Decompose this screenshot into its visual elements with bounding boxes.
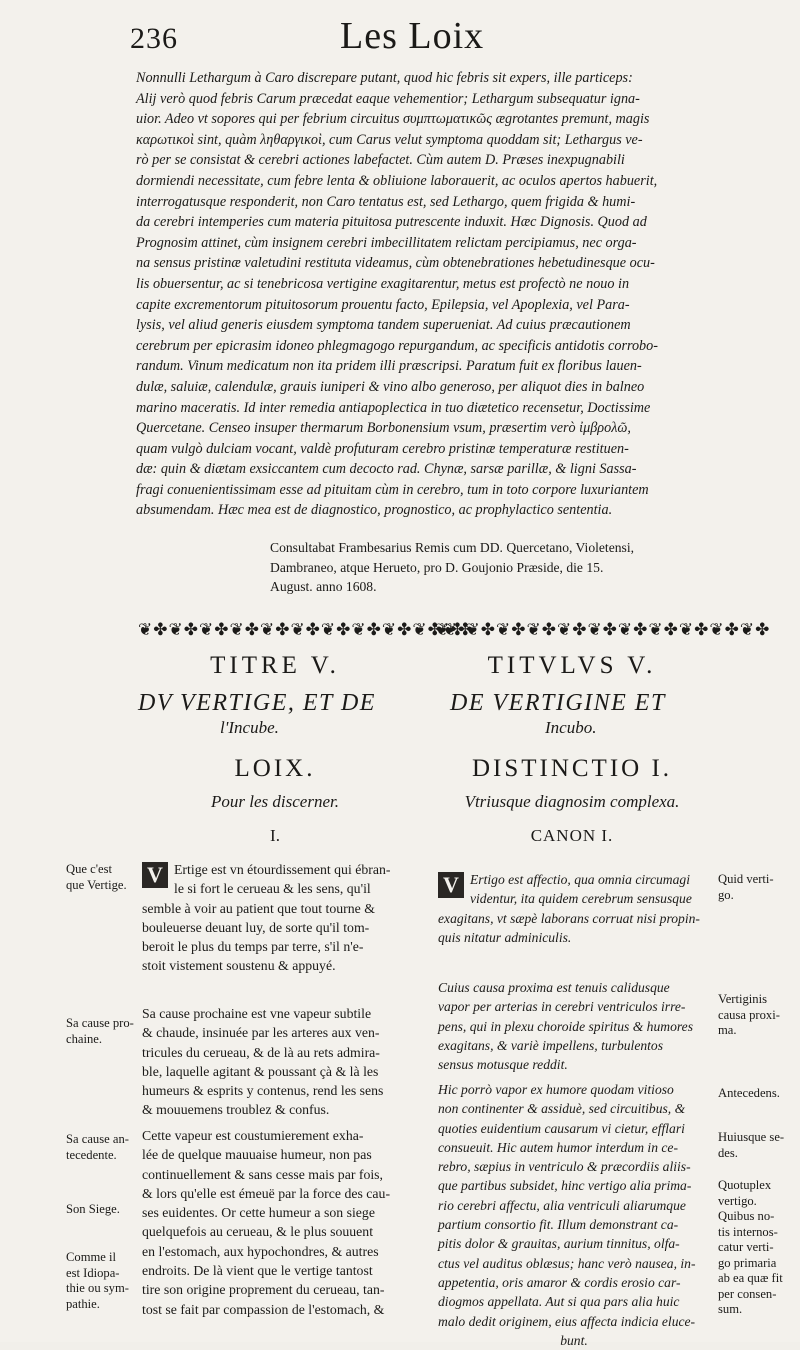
loix-heading: LOIX. [234, 755, 316, 782]
french-paragraph-2 [142, 1004, 414, 1120]
text-line: Cette vapeur est coustumierement exha- [142, 1128, 364, 1143]
drop-cap: V [438, 872, 464, 898]
text-line: tire son origine proprement du cerueau, tan- [142, 1282, 385, 1298]
left-margin-note [66, 1202, 138, 1218]
running-title: Les Loix [340, 15, 485, 57]
text-line: Quercetane. Censeo insuper thermarum Borbonensium vsum, præsertim verò ἰμβρολῶ, [136, 420, 631, 437]
colophon-line: Consultabat Frambesarius Remis cum DD. Quercetano, Violetensi, [270, 540, 635, 555]
text-line: Sa cause prochaine est vne vapeur subtile [142, 1006, 372, 1021]
colophon-line: Dambraneo, atque Herueto, pro D. Goujonio Præside, die 15. [270, 559, 604, 575]
french-section-subtitle: Pour les discerner. [211, 792, 339, 811]
text-line: le si fort le cerueau & les sens, qu'il [174, 881, 371, 897]
page-number: 236 [130, 22, 178, 55]
latin-consultation-text [136, 68, 708, 521]
text-line: na sensus pristinæ valetudini restituta videamus, cùm obtenebrationes hebetudinesque ocu- [136, 255, 655, 272]
right-margin-note [718, 1130, 798, 1161]
text-line: fragi conuenientissimam esse ad pituitam cùm in cerebro, tum in toto corpore luxuriantem [136, 481, 649, 498]
text-line: randum. Vinum medicatum non ita pridem illi præscripsi. Paratum fuit ex floribus lauen- [136, 358, 642, 375]
text-line: sensus motusque reddit. [438, 1057, 568, 1073]
text-line: ses euidentes. Or cette humeur a son siege [142, 1205, 375, 1221]
text-line: quelquefois au cerueau, & le plus souuent [142, 1224, 374, 1240]
text-line: Prognosim attinet, cùm insignem cerebri imbecillitatem relictam percipiamus, nec orga- [136, 234, 637, 251]
text-line: malo dedit originem, eius affecta indicia eluce- [438, 1313, 696, 1329]
margin-line: tis internos- [718, 1224, 778, 1239]
text-line: marino maceratis. Id inter remedia antiapoplectica in tuo diætetico recensetur, Doctissime [136, 399, 651, 416]
french-title: TITRE V. [210, 652, 340, 679]
text-line: & lors qu'elle est émeuë par la force des cau- [142, 1185, 391, 1201]
margin-line: tecedente. [66, 1147, 117, 1162]
margin-line: Son Siege. [66, 1202, 120, 1216]
latin-subtitle-cont: Incubo. [545, 718, 597, 737]
text-line: lis obuersentur, ac si tenebricosa vertigine exagitarentur, metus est profectò ne nouo in [136, 275, 630, 292]
text-line: non continenter & assiduè, sed circuitibus, & [438, 1101, 686, 1117]
text-line: quam vulgò dulciam vocant, valdè profuturam cerebro pristinæ temperaturæ restituen- [136, 440, 629, 457]
text-line: appetentia, oris amaror & cordis erosio car- [438, 1274, 681, 1290]
text-line: exagitans, vt sæpè laborans corruat nisi propin- [438, 910, 700, 926]
text-line: bunt. [560, 1332, 588, 1348]
margin-line: Que c'est [66, 862, 112, 876]
french-subtitle: DV VERTIGE, ET DE [138, 690, 376, 716]
margin-line: per consen- [718, 1286, 777, 1301]
text-line: beroit le plus du temps par terre, s'il n'e- [142, 939, 364, 955]
text-line: tost se fait par compassion de l'estomach, & [142, 1301, 385, 1317]
margin-line: Quotuplex [718, 1178, 772, 1192]
latin-paragraph-2 [438, 978, 710, 1074]
text-line: Cuius causa proxima est tenuis calidusque [438, 980, 670, 995]
margin-line: Antecedens. [718, 1086, 780, 1100]
text-line: cerebrum per epicrasim idoneo phlegmagogo repurgandum, ac specificis antidotis corrobo- [136, 337, 658, 354]
margin-line: causa proxi- [718, 1007, 780, 1022]
margin-line: Sa cause an- [66, 1132, 129, 1146]
margin-line: go. [718, 887, 734, 902]
margin-line: vertigo. [718, 1193, 757, 1208]
left-margin-note [66, 1132, 138, 1163]
ornament-band-right: ❦✤❦✤❦✤❦✤❦✤❦✤❦✤❦✤❦✤❦✤❦✤ [435, 620, 771, 639]
text-line: capite excrementorum pituitosorum prouentu facto, Epilepsia, vel Apoplexia, vel Para- [136, 296, 630, 313]
text-line: tricules du cerueau, & de là au rets admira- [142, 1044, 380, 1060]
text-line: Nonnulli Lethargum à Caro discrepare putant, quod hic febris sit expers, ille particeps: [136, 70, 633, 86]
margin-line: pathie. [66, 1296, 100, 1311]
text-line: partium consortio fit. Illum demonstrant ca- [438, 1217, 679, 1233]
text-line: que partibus subsidet, hinc vertigo alia prima- [438, 1178, 692, 1194]
text-line: dormiendi necessitate, cum febre lenta & obliuione laborauerit, ac oculos apertos habuerit, [136, 172, 658, 189]
text-line: & chaude, insinuée par les arteres aux ven- [142, 1025, 380, 1041]
latin-subtitle: DE VERTIGINE ET [450, 690, 666, 716]
text-line: dulæ, saluiæ, calendulæ, grauis iuniperi & vino albo generoso, per aliquot dies in balneo [136, 378, 645, 395]
colophon [270, 538, 710, 597]
text-line: Alij verò quod febris Carum præcedat eaque vehementior; Lethargum subsequatur igna- [136, 90, 640, 107]
text-line: ctus vel auditus oblæsus; hanc verò nausea, in- [438, 1255, 696, 1271]
right-margin-note [718, 872, 798, 903]
margin-line: Quibus no- [718, 1209, 775, 1223]
margin-line: chaine. [66, 1031, 103, 1046]
text-line: bouleuerse deuant luy, de sorte qu'il tom- [142, 919, 370, 935]
text-line: Ertigo est affectio, qua omnia circumagi [470, 872, 690, 887]
margin-line: Huiusque se- [718, 1130, 785, 1144]
text-line: videntur, ita quidem cerebrum sensusque [470, 891, 692, 907]
text-line: stoit vistement soustenu & appuyé. [142, 958, 336, 974]
text-line: dæ: quin & diætam exsiccantem cum decocto rad. Chynæ, sarsæ parillæ, & ligni Sassa- [136, 461, 637, 478]
left-margin-note [66, 862, 138, 893]
margin-line: go primaria [718, 1255, 777, 1270]
distinctio-heading: DISTINCTIO I. [471, 755, 673, 782]
right-margin-note [718, 1086, 798, 1102]
drop-cap: V [142, 862, 168, 888]
text-line: endroits. De là vient que le vertige tantost [142, 1263, 373, 1279]
right-margin-note [718, 1178, 798, 1318]
margin-line: est Idiopa- [66, 1265, 120, 1280]
margin-line: sum. [718, 1302, 743, 1316]
text-line: lée de quelque mauuaise humeur, non pas [142, 1147, 372, 1163]
text-line: uior. Adeo vt sopores qui per febrium circuitus συμπτωματικῶς ægrotantes premunt, magis [136, 111, 650, 128]
text-line: lysis, vel aliud generis eiusdem symptoma tandem superueniat. Ad cuius præcautionem [136, 317, 631, 334]
margin-line: ma. [718, 1023, 737, 1037]
left-margin-note [66, 1016, 138, 1047]
text-line: quoties euidentium causarum vi cietur, efflari [438, 1120, 685, 1136]
text-line: Hic porrò vapor ex humore quodam vitioso [438, 1082, 674, 1097]
text-line: absumendam. Hæc mea est de diagnostico, prognostico, ac prophylactico sententia. [136, 502, 613, 519]
text-line: continuellement & sans cesse mais par fois, [142, 1166, 384, 1182]
text-line: en l'estomach, aux hypochondres, & autres [142, 1243, 379, 1259]
margin-line: Quid verti- [718, 872, 774, 886]
text-line: Ertige est vn étourdissement qui ébran- [174, 862, 391, 877]
text-line: consueuit. Hic autem humor interdum in ce- [438, 1139, 678, 1155]
latin-section-subtitle: Vtriusque diagnosim complexa. [464, 792, 680, 811]
text-line: rebro, sæpius in ventriculo & præcordiis aliis- [438, 1159, 691, 1175]
margin-line: Sa cause pro- [66, 1016, 134, 1030]
ornament-band-left: ❦✤❦✤❦✤❦✤❦✤❦✤❦✤❦✤❦✤❦✤❦✤ [138, 620, 474, 639]
latin-title: TITVLVS V. [487, 652, 657, 679]
text-line: interrogatusque responderit, non Caro tentatus est, sed Lethargo, quem frigida & humi- [136, 193, 636, 210]
text-line: & mouuemens troublez & confus. [142, 1102, 330, 1118]
margin-line: ab ea quæ fit [718, 1271, 783, 1285]
text-line: exagitans, & variè impellens, turbulentos [438, 1037, 664, 1053]
margin-line: que Vertige. [66, 877, 127, 892]
french-numeral: I. [270, 826, 280, 845]
french-paragraph-3 [142, 1126, 414, 1319]
text-line: diogmos appellata. Aut si qua pars alia huic [438, 1294, 680, 1310]
text-line: semble à voir au patient que tout tourne & [142, 900, 375, 916]
text-line: pens, qui in plexu choroide spiritus & humores [438, 1018, 693, 1034]
text-line: καρωτικοὶ sint, quàm ληθαργικοὶ, cum Carus velut symptoma quoddam sit; Lethargus ve- [136, 131, 643, 148]
text-line: vapor per arterias in cerebri ventriculos irre- [438, 999, 686, 1015]
margin-line: des. [718, 1145, 738, 1160]
text-line: quis nitatur adminiculis. [438, 929, 572, 945]
colophon-line: August. anno 1608. [270, 579, 377, 594]
margin-line: thie ou sym- [66, 1281, 129, 1295]
margin-line: Comme il [66, 1250, 117, 1264]
margin-line: catur verti- [718, 1240, 774, 1254]
latin-paragraph-3 [438, 1080, 710, 1350]
text-line: rò per se consistat & cerebri actiones labefactet. Cùm autem D. Præses inexpugnabili [136, 152, 625, 169]
text-line: pitis dolor & grauitas, aurium tinnitus, olfa- [438, 1236, 680, 1252]
canon-heading: CANON I. [530, 826, 614, 845]
left-margin-note [66, 1250, 138, 1312]
latin-paragraph-1 [438, 870, 710, 947]
french-subtitle-cont: l'Incube. [220, 718, 279, 737]
text-line: rio cerebri affectu, alia ventriculi aliarumque [438, 1197, 686, 1213]
margin-line: Vertiginis [718, 992, 767, 1006]
french-paragraph-1 [142, 860, 414, 976]
right-margin-note [718, 992, 798, 1039]
text-line: humeurs & esprits y contenus, rend les sens [142, 1083, 384, 1099]
text-line: da cerebri intemperies cum materia pituitosa putrescente induxit. Hæc Dignosis. Quod ad [136, 214, 647, 231]
text-line: ble, laquelle agitant & poussant çà & là les [142, 1063, 379, 1079]
